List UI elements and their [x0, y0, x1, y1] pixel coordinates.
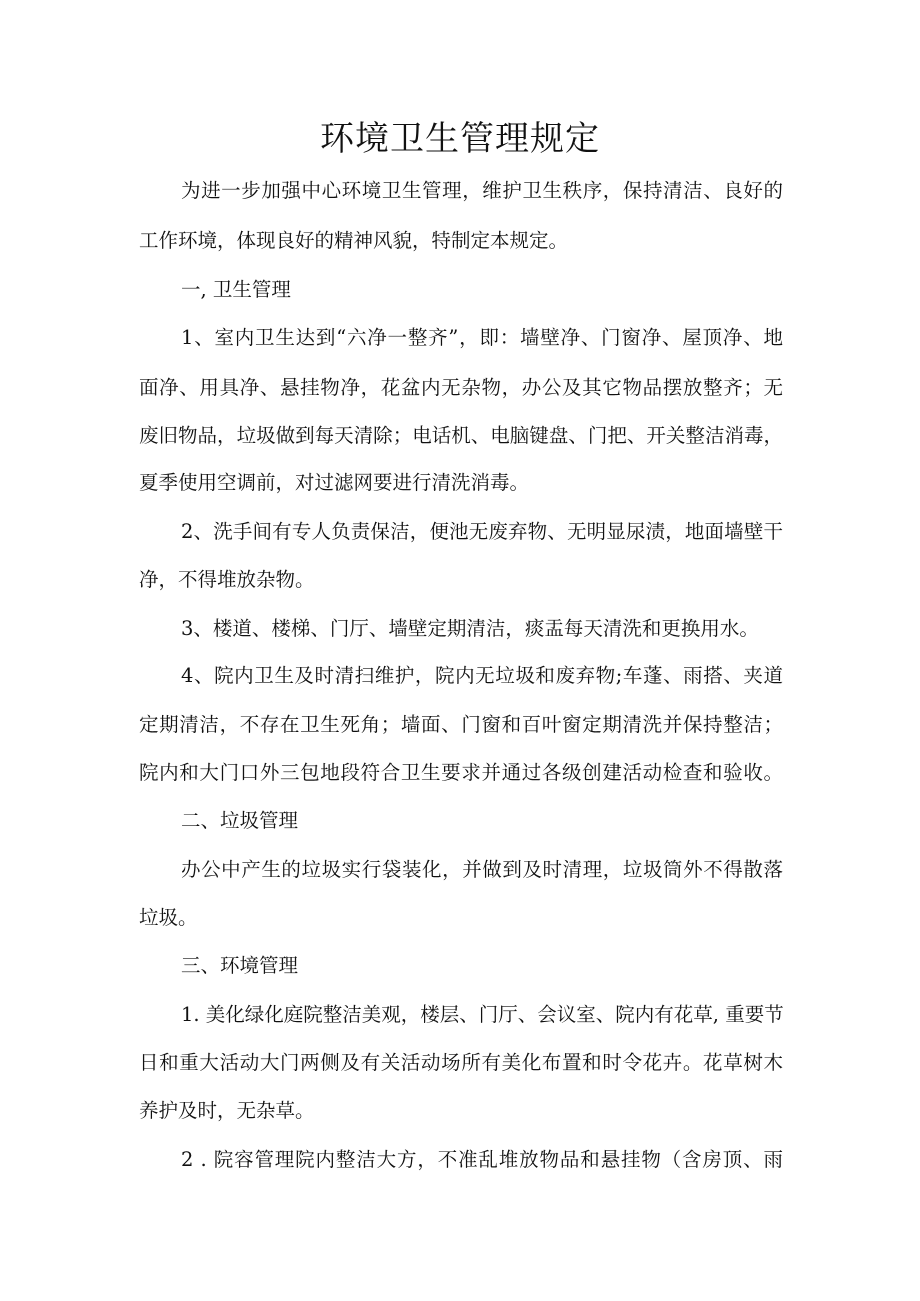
s3-item1-line-2: 日和重大活动大门两侧及有关活动场所有美化布置和时令花卉。花草树木	[139, 1051, 783, 1074]
s1-item4-line-1: 4、院内卫生及时清扫维护，院内无垃圾和废弃物;车蓬、雨搭、夹道	[181, 664, 783, 687]
section3-heading: 三、环境管理	[181, 954, 299, 977]
s2-body-line-2: 垃圾。	[139, 906, 198, 929]
intro-line-2: 工作环境，体现良好的精神风貌，特制定本规定。	[139, 229, 569, 252]
s1-item2-line-1: 2、洗手间有专人负责保洁，便池无废弃物、无明显尿渍，地面墙壁干	[181, 520, 783, 543]
s1-item1-line-2: 面净、用具净、悬挂物净，花盆内无杂物，办公及其它物品摆放整齐；无	[139, 376, 783, 399]
s2-body-line-1: 办公中产生的垃圾实行袋装化，并做到及时清理，垃圾筒外不得散落	[181, 858, 783, 881]
s1-item3-line-1: 3、楼道、楼梯、门厅、墙壁定期清洁，痰盂每天清洗和更换用水。	[181, 617, 759, 640]
s3-item2-line-1: 2 . 院容管理院内整洁大方，不准乱堆放物品和悬挂物（含房顶、雨	[181, 1148, 783, 1171]
s1-item1-line-1: 1、室内卫生达到“六净一整齐”，即：墙壁净、门窗净、屋顶净、地	[181, 326, 783, 349]
s1-item2-line-2: 净，不得堆放杂物。	[139, 568, 315, 591]
section1-heading: 一, 卫生管理	[181, 278, 291, 301]
s1-item1-line-3: 废旧物品，垃圾做到每天清除；电话机、电脑键盘、门把、开关整洁消毒，	[139, 424, 783, 447]
s3-item1-line-1: 1. 美化绿化庭院整洁美观，楼层、门厅、会议室、院内有花草, 重要节	[181, 1003, 784, 1026]
s1-item1-line-4: 夏季使用空调前，对过滤网要进行清洗消毒。	[139, 471, 530, 494]
s1-item4-line-3: 院内和大门口外三包地段符合卫生要求并通过各级创建活动检查和验收。	[139, 761, 783, 784]
s3-item1-line-3: 养护及时，无杂草。	[139, 1099, 315, 1122]
s1-item4-line-2: 定期清洁，不存在卫生死角；墙面、门窗和百叶窗定期清洗并保持整洁；	[139, 713, 783, 736]
document-title: 环境卫生管理规定	[320, 119, 600, 159]
intro-line-1: 为进一步加强中心环境卫生管理，维护卫生秩序，保持清洁、良好的	[181, 179, 783, 202]
section2-heading: 二、垃圾管理	[181, 809, 299, 832]
